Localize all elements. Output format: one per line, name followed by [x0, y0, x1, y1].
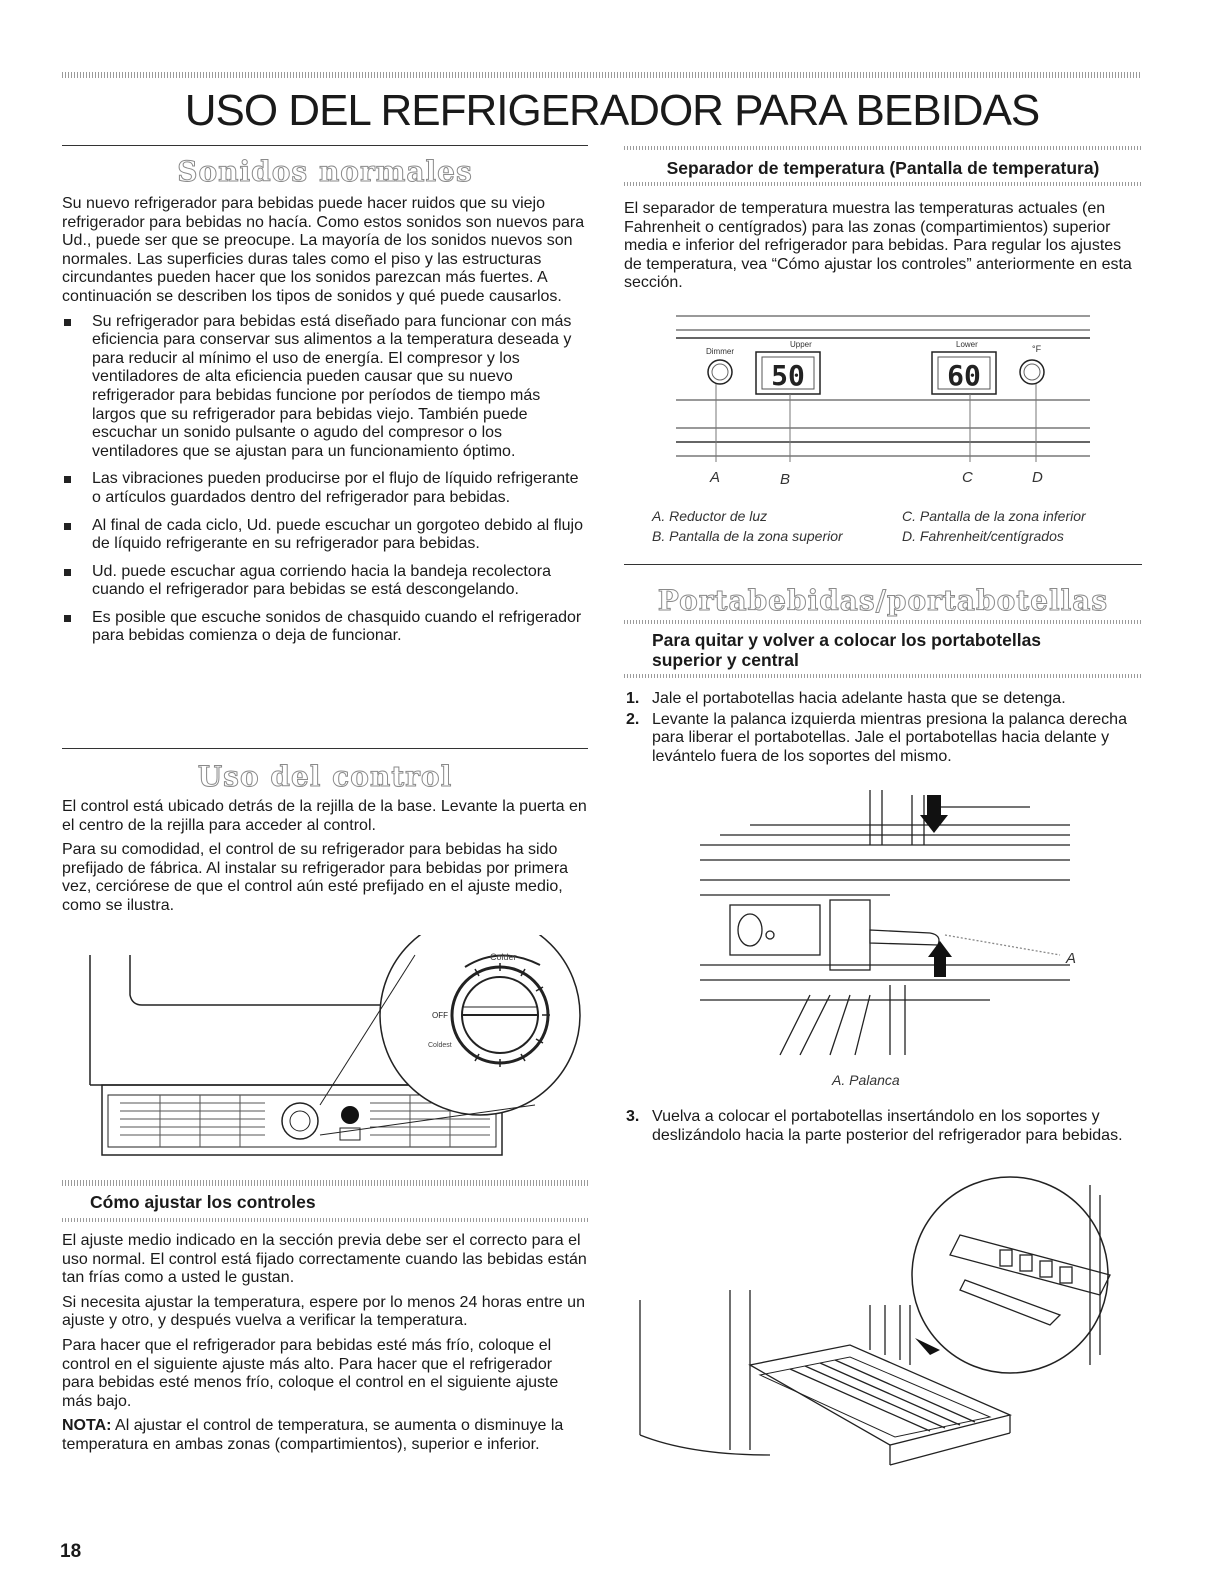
- step-text: Levante la palanca izquierda mientras presiona la palanca derecha para liberar el portabotellas. Jale el portabotellas hacia delante y levántelo fuera de los soportes del mismo.: [652, 710, 1127, 765]
- subheading-portabotellas: Para quitar y volver a colocar los portabotellas superior y central: [652, 630, 1042, 670]
- hatch-rule: [624, 620, 1142, 624]
- label-dimmer: Dimmer: [706, 347, 734, 356]
- caption: A. Reductor de luz: [652, 508, 768, 524]
- dial-label-off: OFF: [432, 1011, 448, 1020]
- ajustar-paragraph: Para hacer que el refrigerador para bebidas esté más frío, coloque el control en el siguiente ajuste más alto. Para hacer que el refrigerador para bebidas esté menos frío, coloque el control en el siguiente ajuste más bajo.: [62, 1336, 559, 1410]
- section-heading-sonidos: Sonidos normales: [177, 155, 473, 188]
- callout-letter-d: D: [1032, 469, 1043, 486]
- label-upper: Upper: [790, 340, 812, 349]
- temperature-display-figure: [640, 310, 1120, 490]
- list-item: [624, 711, 1142, 767]
- callout-letter-a: A: [710, 469, 721, 486]
- section-heading-control: Uso del control: [197, 760, 453, 793]
- dial-label-colder: Colder: [490, 952, 517, 962]
- step-number: 1.: [626, 690, 640, 707]
- control-body: [62, 798, 588, 922]
- step-number: 3.: [626, 1108, 640, 1125]
- sonidos-intro: Su nuevo refrigerador para bebidas puede hacer ruidos que su viejo refrigerador para bebidas no hacía. Como estos sonidos son nuevos para Ud., puede ser que se preocupe. La mayoría de los sonidos nuevos son normales. Las superficies duras tales como el piso y las estructuras circundantes pueden hacer que los sonidos parezcan más fuertes. A continuación se describen los tipos de sonidos y qué puede causarlos.: [62, 195, 585, 305]
- divider: [62, 748, 588, 749]
- step-text: Jale el portabotellas hacia adelante hasta que se detenga.: [652, 690, 1066, 707]
- step-number: 2.: [626, 710, 640, 728]
- caption: D. Fahrenheit/centígrados: [902, 528, 1064, 544]
- caption: B. Pantalla de la zona superior: [652, 528, 843, 544]
- control-illustration: [80, 935, 590, 1165]
- hatch-rule: [62, 1180, 588, 1186]
- caption: C. Pantalla de la zona inferior: [902, 508, 1086, 524]
- divider: [62, 145, 588, 146]
- callout-letter-b: B: [780, 471, 791, 488]
- list-item: Es posible que escuche sonidos de chasquido cuando el refrigerador para bebidas comienza o deja de funcionar.: [62, 609, 588, 646]
- upper-display-value: 50: [771, 359, 805, 392]
- list-item: Las vibraciones pueden producirse por el flujo de líquido refrigerante o artículos guardados dentro del refrigerador para bebidas.: [62, 470, 588, 507]
- divider: [624, 564, 1142, 565]
- list-item: Al final de cada ciclo, Ud. puede escuchar un gorgoteo debido al flujo de líquido refrigerante en su refrigerador para bebidas.: [62, 517, 588, 554]
- hatch-rule: [624, 146, 1142, 150]
- control-paragraph: El control está ubicado detrás de la rejilla de la base. Levante la puerta en el centro de la rejilla para acceder al control.: [62, 798, 587, 834]
- list-item: [624, 1108, 1142, 1145]
- nota-paragraph: [62, 1417, 588, 1454]
- ajustar-paragraph: Si necesita ajustar la temperatura, espere por lo menos 24 horas entre un ajuste y otro, y después vuelva a verificar la temperatura.: [62, 1293, 585, 1330]
- rack-lever-figure: [690, 785, 1090, 1060]
- subheading-separador: Separador de temperatura (Pantalla de temperatura): [666, 158, 1100, 178]
- portabotellas-step3: [624, 1108, 1142, 1147]
- label-lower: Lower: [956, 340, 978, 349]
- hatch-rule: [624, 182, 1142, 186]
- ajustar-body: [62, 1232, 588, 1461]
- hatch-rule: [624, 674, 1142, 678]
- list-item: [624, 690, 1142, 709]
- ajustar-paragraph: El ajuste medio indicado en la sección previa debe ser el correcto para el uso normal. El control está fijado correctamente cuando las bebidas están tan frías como a usted le gustan.: [62, 1232, 587, 1287]
- control-paragraph: Para su comodidad, el control de su refrigerador para bebidas ha sido prefijado de fábrica. Al instalar su refrigerador para bebidas por primera vez, cerciórese de que el control aún esté prefijado en el ajuste medio, como se ilustra.: [62, 841, 569, 914]
- callout-letter-c: C: [962, 469, 973, 486]
- top-hatch-rule: [62, 72, 1142, 78]
- list-item: Ud. puede escuchar agua corriendo hacia la bandeja recolectora cuando el refrigerador para bebidas se está descongelando.: [62, 563, 588, 600]
- portabotellas-steps: [624, 690, 1142, 768]
- callout-letter-a: A: [1066, 950, 1077, 967]
- nota-label: NOTA:: [62, 1417, 112, 1435]
- separador-body: [624, 200, 1142, 299]
- label-unit: °F: [1032, 344, 1042, 354]
- hatch-rule: [62, 1218, 588, 1222]
- rack-insert-figure: [630, 1175, 1130, 1475]
- step-text: Vuelva a colocar el portabotellas insertándolo en los soportes y deslizándolo hacia la parte posterior del refrigerador para bebidas.: [652, 1108, 1123, 1144]
- dial-label-coldest: Coldest: [428, 1042, 452, 1049]
- figure-caption: A. Palanca: [832, 1072, 900, 1088]
- list-item: Su refrigerador para bebidas está diseñado para funcionar con más eficiencia para conservar sus alimentos a la temperatura deseada y para reducir al mínimo el uso de energía. El compresor y los ventiladores de alta eficiencia pueden causar que su nuevo refrigerador para bebidas funcione por períodos de tiempo más largos que su refrigerador para bebidas viejo. También puede escuchar un sonido pulsante o agudo del compresor o los ventiladores que se ajustan para un funcionamiento óptimo.: [62, 313, 588, 462]
- lower-display-value: 60: [947, 359, 981, 392]
- section-heading-portabebidas: Portabebidas/portabotellas: [657, 584, 1109, 617]
- nota-text: Al ajustar el control de temperatura, se aumenta o disminuye la temperatura en ambas zonas (compartimientos), superior e inferior.: [62, 1417, 564, 1453]
- sonidos-body: [62, 195, 588, 655]
- page-number: 18: [60, 1541, 82, 1562]
- page-title: USO DEL REFRIGERADOR PARA BEBIDAS: [184, 86, 1040, 135]
- subheading-ajustar: Cómo ajustar los controles: [90, 1192, 316, 1212]
- separador-paragraph: El separador de temperatura muestra las temperaturas actuales (en Fahrenheit o centígrados) para las zonas (compartimientos) superior media e inferior del refrigerador para bebidas. Para regular los ajustes de temperatura, vea “Cómo ajustar los controles” anteriormente en esta sección.: [624, 200, 1132, 292]
